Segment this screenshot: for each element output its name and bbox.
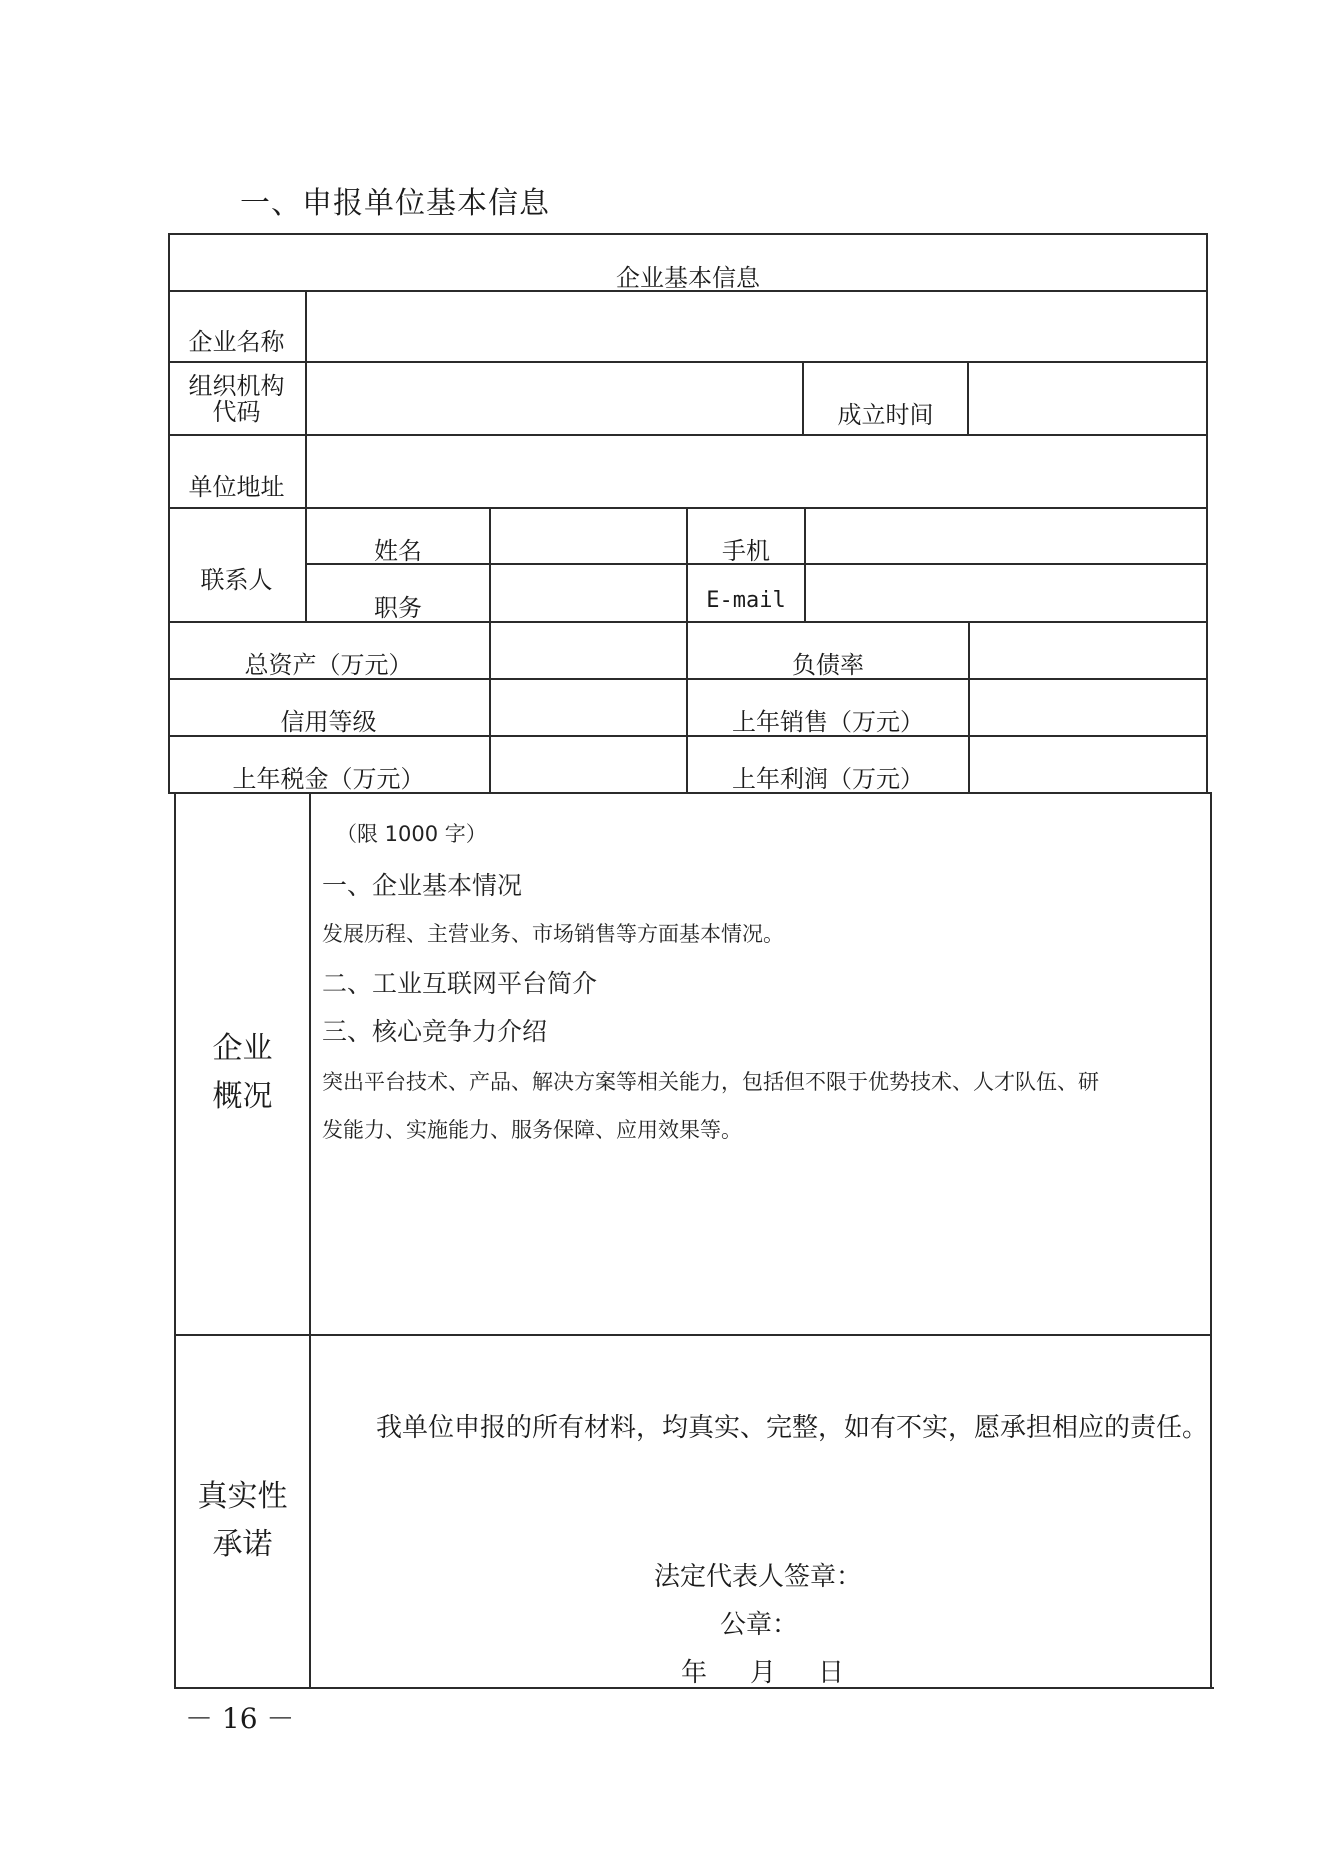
last-profit-field[interactable] [970, 737, 1206, 792]
overview-item2-title: 二、工业互联网平台简介 [322, 969, 598, 998]
pledge-date-month: 月 [750, 1658, 777, 1688]
last-tax-label: 上年税金（万元） [232, 765, 425, 793]
pledge-signature: 法定代表人签章： [654, 1562, 863, 1592]
pledge-label [176, 1473, 309, 1569]
position-label: 职务 [374, 594, 422, 622]
email-label: E-mail [706, 588, 786, 613]
founded-field[interactable] [969, 363, 1206, 434]
address-field[interactable] [307, 436, 1206, 507]
pledge-label-line1: 真实性 [197, 1479, 288, 1514]
overview-item3-desc-line1: 突出平台技术、产品、解决方案等相关能力，包括但不限于优势技术、人才队伍、研 [322, 1070, 1099, 1094]
pledge-date-year: 年 [681, 1658, 708, 1688]
name-field[interactable] [491, 509, 686, 563]
org-code-field[interactable] [307, 363, 802, 434]
overview-limit: （限 1000 字） [336, 822, 487, 846]
email-field[interactable] [806, 565, 1206, 621]
debt-ratio-field[interactable] [970, 623, 1206, 678]
total-assets-field[interactable] [491, 623, 686, 678]
pledge-label-line2: 承诺 [212, 1527, 273, 1562]
overview-label-line1: 企业 [212, 1031, 273, 1066]
last-sales-label: 上年销售（万元） [732, 708, 924, 736]
org-code-label-line1: 组织机构 [188, 372, 285, 400]
org-code-label-line2: 代码 [212, 398, 261, 426]
overview-item3-desc-line2: 发能力、实施能力、服务保障、应用效果等。 [322, 1118, 742, 1142]
overview-item1-desc: 发展历程、主营业务、市场销售等方面基本情况。 [322, 922, 784, 946]
overview-item1-title: 一、企业基本情况 [322, 871, 523, 900]
address-label: 单位地址 [188, 473, 285, 501]
phone-field[interactable] [806, 509, 1206, 563]
credit-field[interactable] [491, 680, 686, 735]
overview-item3-title: 三、核心竞争力介绍 [322, 1017, 548, 1046]
debt-ratio-label: 负债率 [792, 651, 864, 679]
overview-label-line2: 概况 [212, 1079, 273, 1114]
position-field[interactable] [491, 565, 686, 621]
company-name-field[interactable] [307, 292, 1206, 361]
name-label: 姓名 [374, 537, 422, 565]
contact-label: 联系人 [200, 566, 273, 594]
pledge-statement: 我单位申报的所有材料，均真实、完整，如有不实，愿承担相应的责任。 [376, 1413, 1209, 1443]
last-profit-label: 上年利润（万元） [732, 765, 924, 793]
table-header: 企业基本信息 [616, 264, 760, 292]
last-tax-field[interactable] [491, 737, 686, 792]
phone-label: 手机 [722, 537, 770, 565]
last-sales-field[interactable] [970, 680, 1206, 735]
pledge-date-day: 日 [818, 1658, 845, 1688]
page-number: － 16 － [185, 1702, 295, 1735]
org-code-label [168, 373, 305, 425]
company-name-label: 企业名称 [188, 328, 285, 356]
pledge-seal: 公章： [720, 1610, 799, 1640]
founded-label: 成立时间 [837, 401, 934, 429]
overview-label [176, 1025, 309, 1121]
section-title: 一、申报单位基本信息 [240, 186, 550, 221]
credit-label: 信用等级 [280, 708, 377, 736]
total-assets-label: 总资产（万元） [244, 651, 413, 679]
